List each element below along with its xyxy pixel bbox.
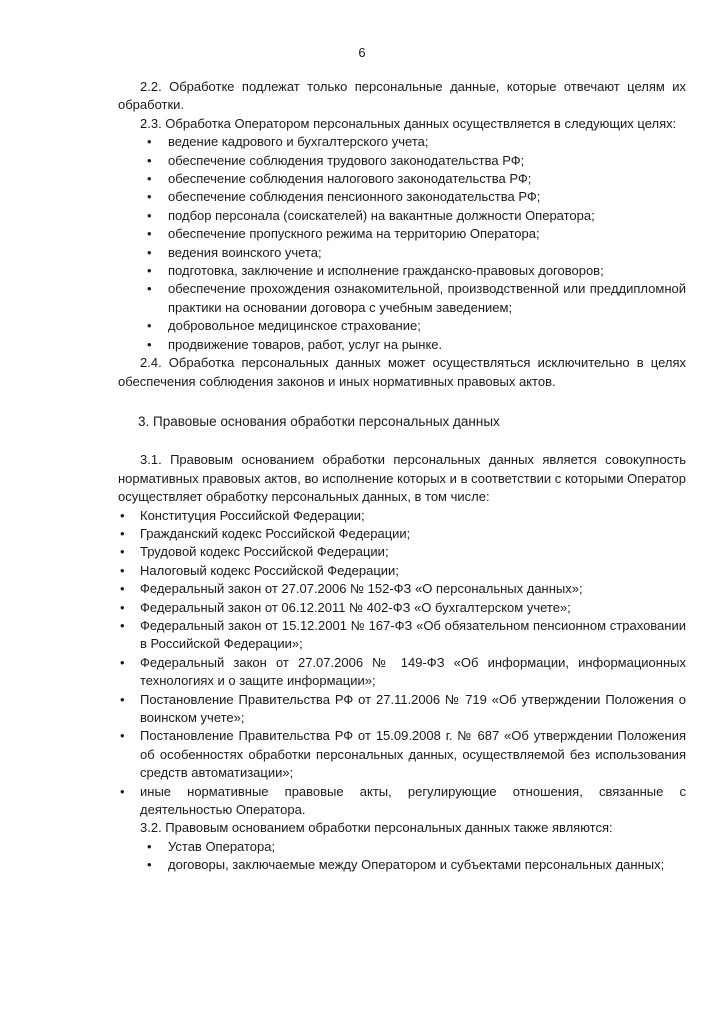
- paragraph-2-3: 2.3. Обработка Оператором персональных данных осуществляется в следующих целях:: [140, 115, 677, 131]
- list-item: • ведения воинского учета;: [168, 244, 686, 262]
- list-item: • Федеральный закон от 27.07.2006 № 149-ФЗ «Об информации, информационных технологиях и о защите информации»;: [140, 654, 686, 691]
- list-item: • подбор персонала (соискателей) на вакантные должности Оператора;: [168, 207, 686, 225]
- list-item: • Постановление Правительства РФ от 15.09.2008 г. № 687 «Об утверждении Положения об особенностях обработки персональных данных, осуществляемой без использования средств автоматизации»;: [140, 727, 686, 782]
- list-item: • продвижение товаров, работ, услуг на рынке.: [168, 336, 686, 354]
- list-item: • Гражданский кодекс Российской Федерации;: [140, 525, 686, 543]
- list-item: • Федеральный закон от 06.12.2011 № 402-ФЗ «О бухгалтерском учете»;: [140, 599, 686, 617]
- list-item: • Трудовой кодекс Российской Федерации;: [140, 543, 686, 561]
- list-item: • обеспечение соблюдения пенсионного законодательства РФ;: [168, 188, 686, 206]
- purposes-list: [118, 133, 686, 354]
- list-item: • ведение кадрового и бухгалтерского учета;: [168, 133, 686, 151]
- list-item: • Устав Оператора;: [168, 838, 686, 856]
- list-item: • Постановление Правительства РФ от 27.11.2006 № 719 «Об утверждении Положения о воинском учете»;: [140, 691, 686, 728]
- list-item: • Налоговый кодекс Российской Федерации;: [140, 562, 686, 580]
- list-item: • подготовка, заключение и исполнение гражданско-правовых договоров;: [168, 262, 686, 280]
- list-item: • договоры, заключаемые между Оператором и субъектами персональных данных;: [168, 856, 686, 874]
- list-item: • обеспечение пропускного режима на территорию Оператора;: [168, 225, 686, 243]
- list-item: • Федеральный закон от 15.12.2001 № 167-ФЗ «Об обязательном пенсионном страховании в Российской Федерации»;: [140, 617, 686, 654]
- section-3-title: 3. Правовые основания обработки персональных данных: [138, 413, 500, 429]
- page-number: 6: [358, 45, 366, 60]
- other-bases-list: [118, 838, 686, 875]
- list-item: • добровольное медицинское страхование;: [168, 317, 686, 335]
- list-item: • обеспечение прохождения ознакомительной, производственной или преддипломной практики на основании договора с учебным заведением;: [168, 280, 686, 317]
- list-item: • обеспечение соблюдения трудового законодательства РФ;: [168, 152, 686, 170]
- document-body: [118, 78, 686, 875]
- list-item: • Федеральный закон от 27.07.2006 № 152-ФЗ «О персональных данных»;: [140, 580, 686, 598]
- paragraph-2-2: 2.2. Обработке подлежат только персональные данные, которые отвечают целям их обработки.: [118, 79, 686, 113]
- paragraph-3-2: 3.2. Правовым основанием обработки персональных данных также являются:: [140, 820, 613, 836]
- paragraph-3-1: 3.1. Правовым основанием обработки персональных данных является совокупность нормативных правовых актов, во исполнение которых и в соответствии с которыми Оператор осуществляет обработку персональных данных, в том числе:: [118, 452, 686, 505]
- list-item: • иные нормативные правовые акты, регулирующие отношения, связанные с деятельностью Оператора.: [140, 783, 686, 820]
- list-item: • Конституция Российской Федерации;: [140, 507, 686, 525]
- paragraph-2-4: 2.4. Обработка персональных данных может осуществляться исключительно в целях обеспечения соблюдения законов и иных нормативных правовых актов.: [118, 355, 686, 389]
- list-item: • обеспечение соблюдения налогового законодательства РФ;: [168, 170, 686, 188]
- legal-acts-list: [118, 507, 686, 820]
